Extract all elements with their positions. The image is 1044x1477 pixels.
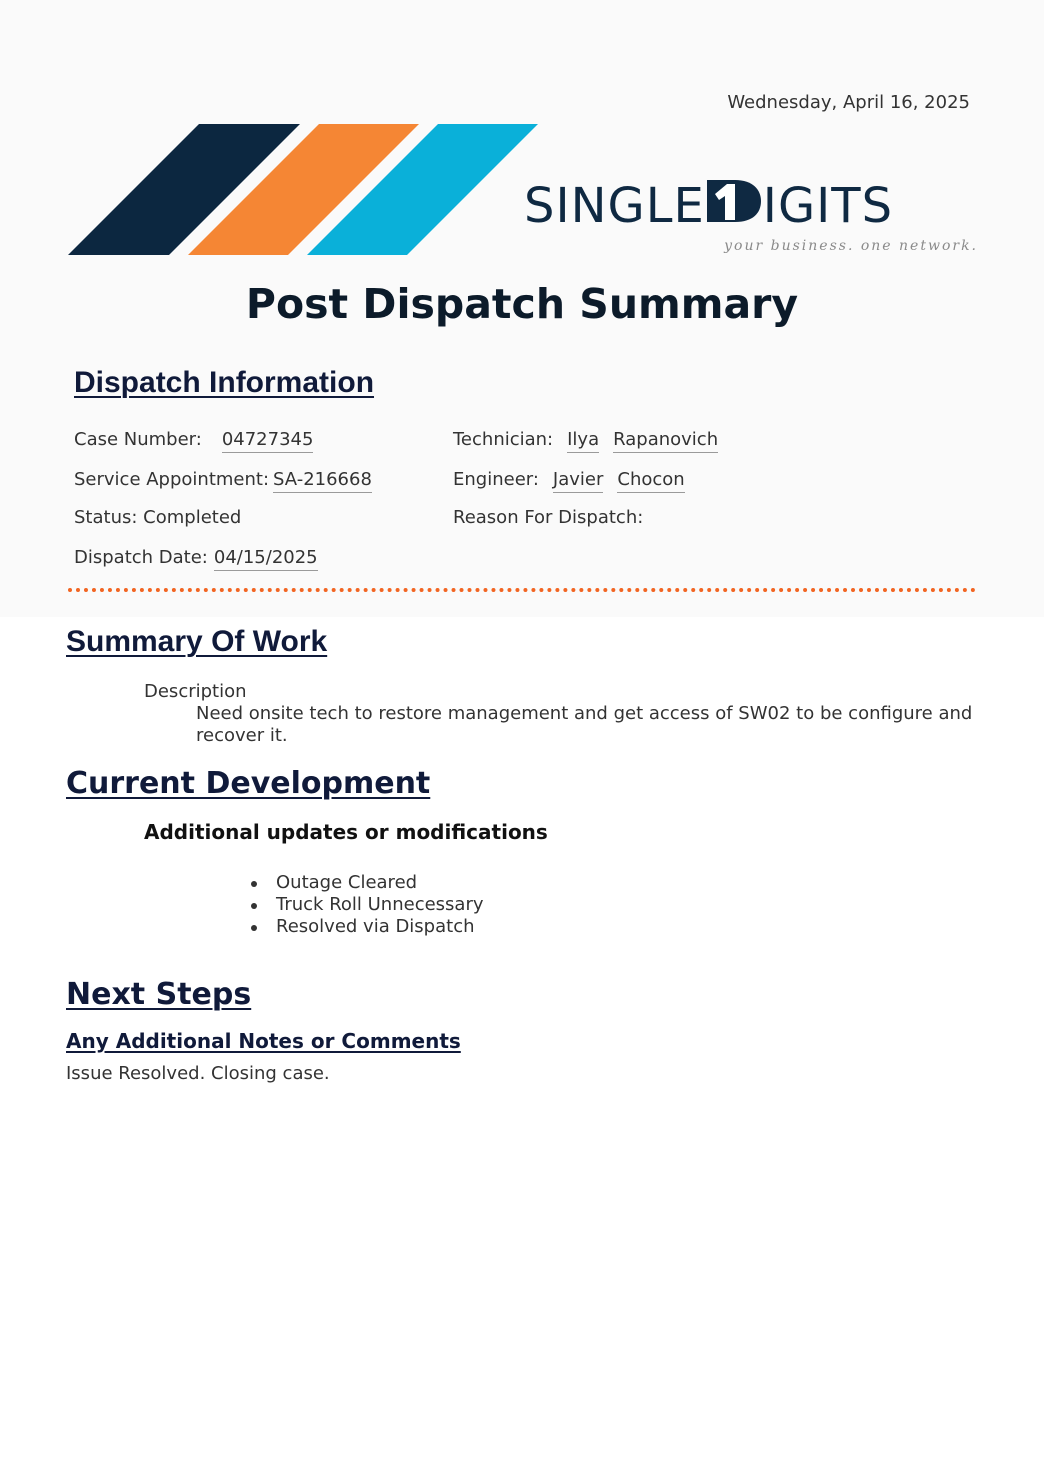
status-field xyxy=(74,507,241,528)
service-appointment-label: Service Appointment: xyxy=(74,469,270,490)
report-date: Wednesday, April 16, 2025 xyxy=(727,92,970,113)
logo-tagline: your business. one network. xyxy=(724,238,978,254)
case-number-label: Case Number: xyxy=(74,429,202,450)
technician-label: Technician: xyxy=(453,429,554,450)
reason-for-dispatch-field xyxy=(453,507,643,528)
next-steps-heading: Next Steps xyxy=(66,977,252,1012)
summary-of-work-heading: Summary Of Work xyxy=(66,625,328,658)
technician-last-name-link[interactable]: Rapanovich xyxy=(613,429,718,453)
engineer-first-name-link[interactable]: Javier xyxy=(553,469,603,493)
list-item: Resolved via Dispatch xyxy=(276,916,484,938)
dispatch-date-value: 04/15/2025 xyxy=(214,547,318,571)
updates-subheading: Additional updates or modifications xyxy=(144,820,548,844)
logo-stripes xyxy=(68,124,540,256)
description-label: Description xyxy=(144,681,247,702)
list-item: Truck Roll Unnecessary xyxy=(276,894,484,915)
service-appointment-field xyxy=(74,469,372,493)
engineer-field xyxy=(453,469,685,493)
list-item: Outage Cleared xyxy=(276,872,484,894)
status-label: Status: xyxy=(74,507,138,528)
technician-first-name-link[interactable]: Ilya xyxy=(567,429,599,453)
dispatch-date-field xyxy=(74,547,318,571)
description-text: Need onsite tech to restore management and get access of SW02 to be configure and recover it. xyxy=(196,703,973,746)
notes-text: Issue Resolved. Closing case. xyxy=(66,1063,330,1084)
logo-one-d-mark xyxy=(705,176,763,226)
logo-wordmark: SINGLE IGITS xyxy=(524,178,894,234)
dispatch-information-heading: Dispatch Information xyxy=(74,366,375,399)
dispatch-date-label: Dispatch Date: xyxy=(74,547,208,568)
notes-heading: Any Additional Notes or Comments xyxy=(66,1029,461,1053)
updates-list xyxy=(276,872,484,938)
section-divider xyxy=(68,588,976,592)
engineer-label: Engineer: xyxy=(453,469,539,490)
engineer-last-name-link[interactable]: Chocon xyxy=(617,469,684,493)
technician-field xyxy=(453,429,718,453)
case-number-field xyxy=(74,429,313,453)
case-number-link[interactable]: 04727345 xyxy=(222,429,314,453)
company-logo xyxy=(524,170,978,260)
document-title: Post Dispatch Summary xyxy=(245,280,799,328)
status-value: Completed xyxy=(143,507,242,528)
current-development-heading: Current Development xyxy=(66,766,431,801)
reason-for-dispatch-label: Reason For Dispatch: xyxy=(453,507,644,528)
service-appointment-link[interactable]: SA-216668 xyxy=(273,469,372,493)
